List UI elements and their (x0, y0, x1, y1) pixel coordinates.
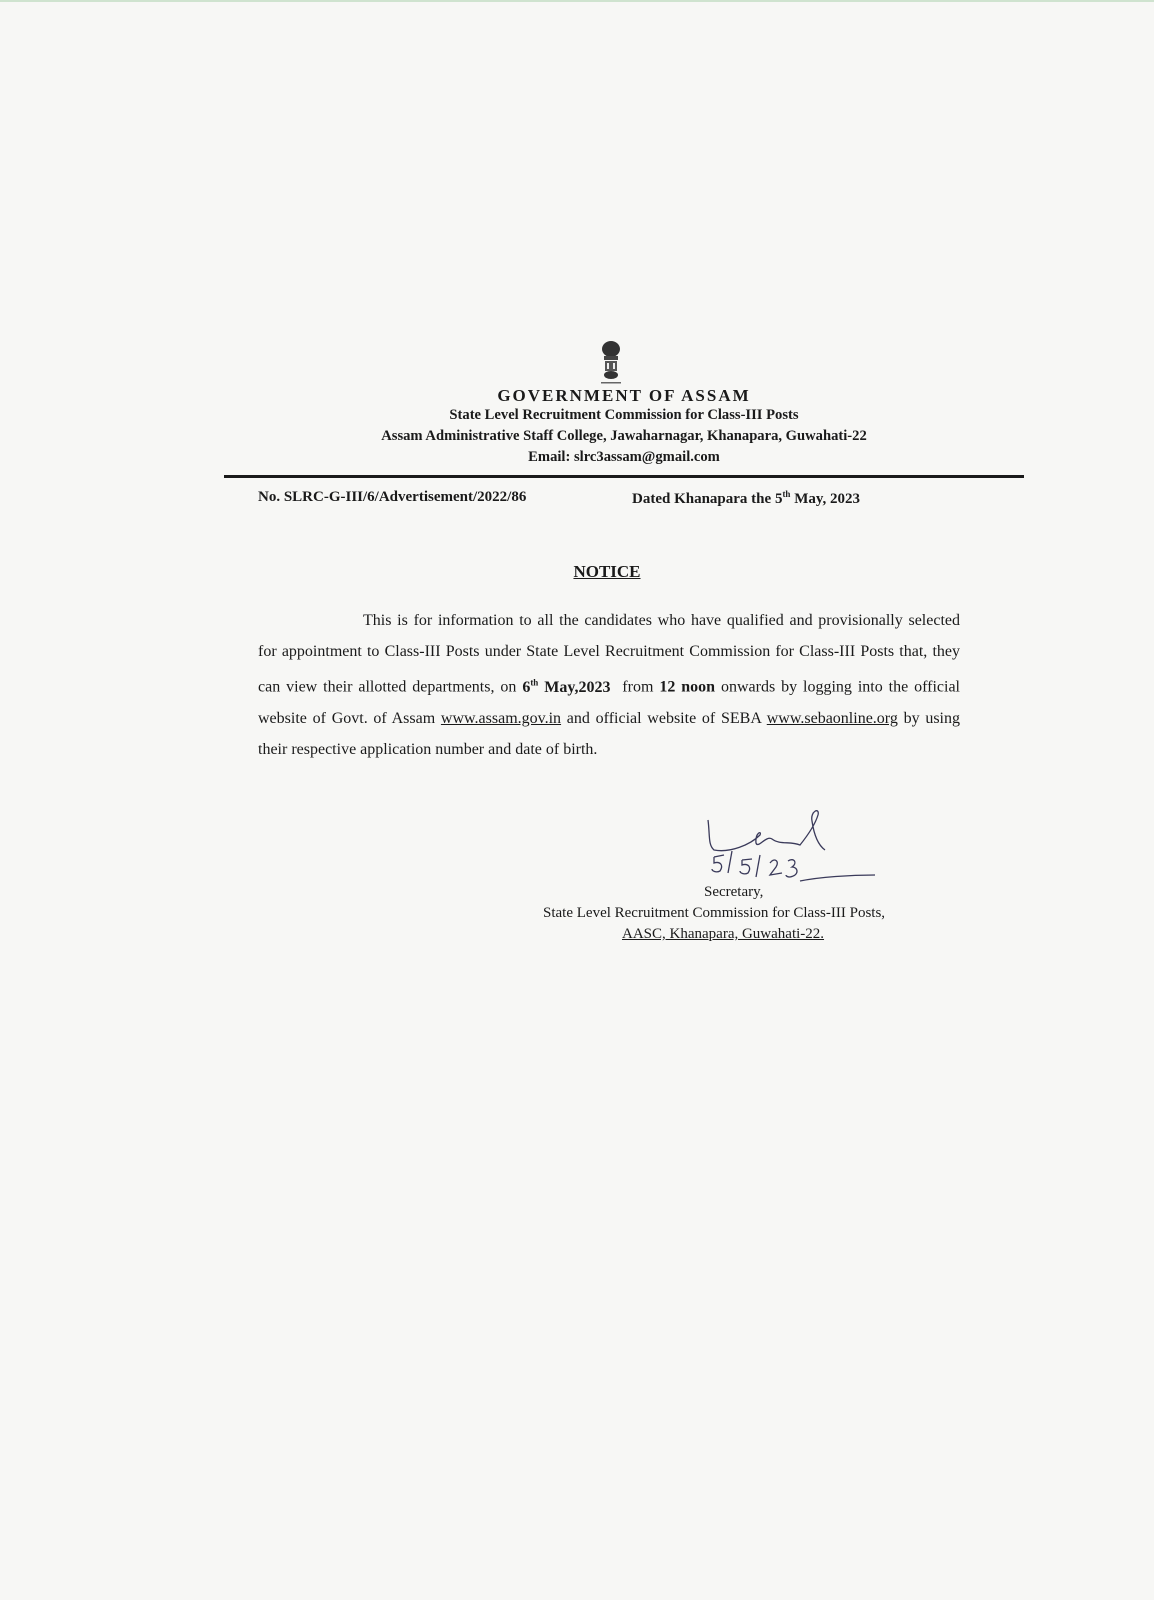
notice-title: NOTICE (573, 562, 641, 581)
allotment-rest: May,2023 (538, 678, 611, 696)
allotment-date (522, 679, 610, 696)
header-rule (224, 475, 1024, 478)
body-text: This is for information to all the candidates who have qualified and provisionally selected for appointment to Class-III Posts under State Level Recruitment Commission for Class-III Posts that, they can view their allotted departments, on (258, 612, 960, 696)
scan-edge (0, 0, 1154, 2)
government-title: GOVERNMENT OF ASSAM (497, 386, 751, 405)
seba-link[interactable]: www.sebaonline.org (766, 709, 898, 727)
body-text: by using their respective application number and date of birth. (258, 709, 961, 759)
allotment-suffix: th (530, 677, 539, 688)
notice-date (632, 489, 860, 508)
allotment-day: 6 (522, 678, 531, 696)
signatory-office: State Level Recruitment Commission for Class-III Posts, (543, 905, 886, 921)
date-rest: May, 2023 (790, 491, 861, 507)
office-email: Email: slrc3assam@gmail.com (528, 449, 720, 465)
handwritten-signature (700, 805, 880, 890)
body-text: from (610, 678, 660, 696)
date-prefix: Dated Khanapara the (632, 491, 775, 507)
reference-number: No. SLRC-G-III/6/Advertisement/2022/86 (258, 489, 527, 505)
body-text: onwards by logging into the official website of Govt. of Assam (258, 678, 960, 727)
date-suffix: th (782, 489, 791, 499)
notice-body (258, 605, 960, 765)
body-text: and official website of SEBA (561, 709, 767, 727)
signatory-designation: Secretary, (704, 884, 764, 900)
assam-gov-link[interactable]: www.assam.gov.in (440, 709, 562, 727)
date-day: 5 (774, 491, 783, 507)
allotment-time: 12 noon (659, 678, 716, 696)
commission-name: State Level Recruitment Commission for Class-III Posts (449, 407, 799, 423)
signatory-location: AASC, Khanapara, Guwahati-22. (622, 926, 825, 942)
office-address: Assam Administrative Staff College, Jawaharnagar, Khanapara, Guwahati-22 (381, 428, 867, 444)
national-emblem-icon (596, 340, 626, 386)
